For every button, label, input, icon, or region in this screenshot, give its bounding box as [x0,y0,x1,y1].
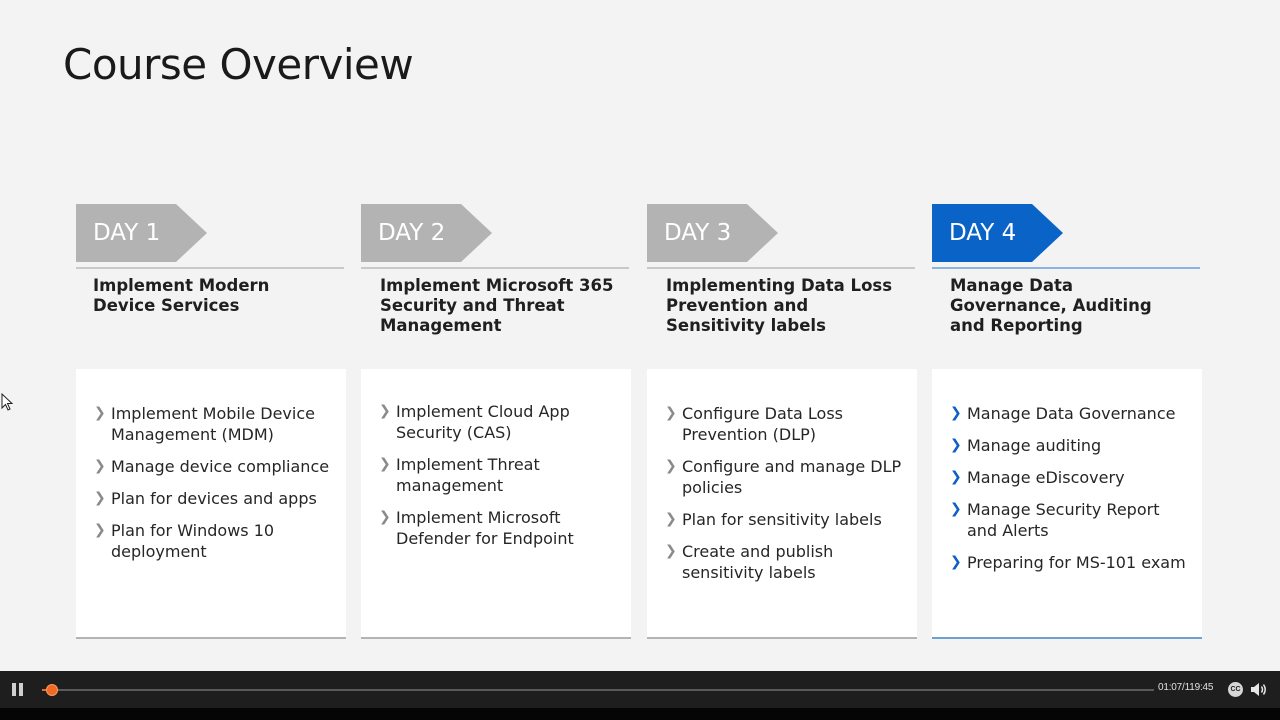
topic-item [379,401,623,443]
chevron-right-icon: ❯ [665,543,677,559]
pause-icon [12,683,16,696]
day-label: DAY 3 [664,220,732,246]
chevron-right-icon: ❯ [94,458,106,474]
topic-item [665,403,909,445]
day-label: DAY 2 [378,220,446,246]
day-column-3 [647,204,917,640]
day-title: Implement Modern Device Services [93,276,270,315]
topic-item [94,488,338,509]
topic-text: Manage Data Governance [967,404,1176,423]
topic-item [665,541,909,583]
topic-text: Manage device compliance [111,457,330,476]
chevron-right-icon: ❯ [950,437,962,453]
topic-list [379,401,623,560]
topic-item [665,456,909,498]
topics-card [647,369,917,639]
chevron-right-icon: ❯ [665,405,677,421]
divider [932,267,1200,269]
topic-text: Configure Data Loss Prevention (DLP) [682,404,844,444]
time-display: 01:07/119:45 [1158,682,1214,693]
day-badge [76,204,208,262]
chevron-right-icon: ❯ [94,522,106,538]
topic-text: Plan for sensitivity labels [682,510,882,529]
topic-text: Plan for devices and apps [111,489,317,508]
pause-icon [19,683,23,696]
volume-icon[interactable] [1250,681,1268,698]
chevron-right-icon: ❯ [665,511,677,527]
day-label: DAY 1 [93,220,161,246]
topic-item [379,507,623,549]
day-column-1 [76,204,346,640]
topic-text: Configure and manage DLP policies [682,457,902,497]
topics-card [932,369,1202,639]
topic-list [94,403,338,573]
day-badge [647,204,779,262]
day-title: Implementing Data Loss Prevention and Sensitivity labels [666,276,893,335]
divider [647,267,915,269]
seek-handle[interactable] [46,684,58,696]
slide-title: Course Overview [63,40,414,89]
topic-item [665,509,909,530]
chevron-right-icon: ❯ [379,403,391,419]
day-badge [932,204,1064,262]
topic-text: Plan for Windows 10 deployment [111,521,275,561]
divider [361,267,629,269]
chevron-right-icon: ❯ [379,509,391,525]
topic-text: Preparing for MS-101 exam [967,553,1186,572]
topic-text: Implement Threat management [396,455,540,495]
topic-item [950,467,1190,488]
topic-item [379,454,623,496]
day-column-4 [932,204,1202,640]
day-title: Implement Microsoft 365 Security and Threat Management [380,276,614,335]
topic-list [665,403,909,594]
video-player-controls [0,671,1280,708]
topics-card [76,369,346,639]
topic-item [950,552,1190,573]
topic-item [950,403,1190,424]
bottom-strip [0,708,1280,720]
captions-button[interactable] [1228,682,1243,697]
topic-item [950,499,1190,541]
day-column-2 [361,204,631,640]
chevron-right-icon: ❯ [94,490,106,506]
divider [76,267,344,269]
day-title: Manage Data Governance, Auditing and Reporting [950,276,1152,335]
topic-item [950,435,1190,456]
pause-button[interactable] [11,683,25,697]
topic-list [950,403,1190,584]
topic-item [94,403,338,445]
topic-item [94,520,338,562]
topic-text: Create and publish sensitivity labels [682,542,834,582]
topic-text: Implement Mobile Device Management (MDM) [111,404,315,444]
topic-text: Implement Microsoft Defender for Endpoint [396,508,574,548]
day-badge [361,204,493,262]
chevron-right-icon: ❯ [94,405,106,421]
topics-card [361,369,631,639]
chevron-right-icon: ❯ [665,458,677,474]
topic-text: Manage eDiscovery [967,468,1125,487]
chevron-right-icon: ❯ [950,469,962,485]
topic-text: Implement Cloud App Security (CAS) [396,402,570,442]
chevron-right-icon: ❯ [950,501,962,517]
topic-item [94,456,338,477]
chevron-right-icon: ❯ [950,554,962,570]
chevron-right-icon: ❯ [950,405,962,421]
topic-text: Manage Security Report and Alerts [967,500,1160,540]
chevron-right-icon: ❯ [379,456,391,472]
cc-icon: CC [1230,686,1241,693]
seek-bar[interactable] [42,689,1154,691]
topic-text: Manage auditing [967,436,1102,455]
mouse-pointer-icon [1,393,13,413]
day-label: DAY 4 [949,220,1017,246]
